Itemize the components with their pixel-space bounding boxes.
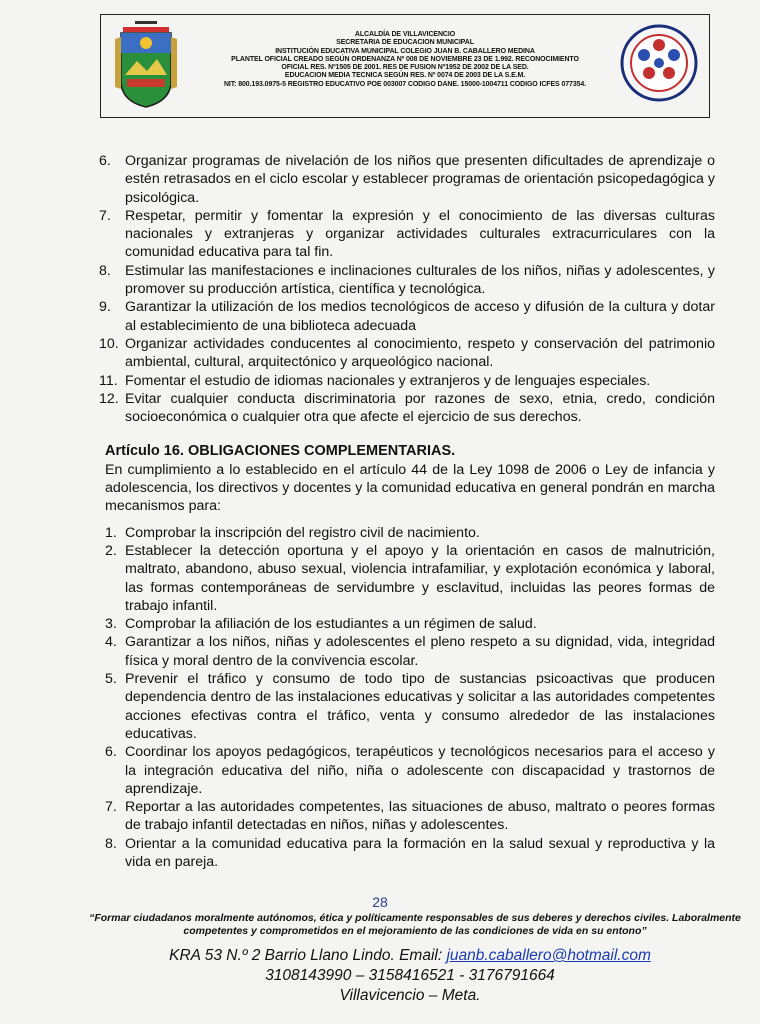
- header-line: EDUCACION MEDIA TECNICA SEGÚN RES. Nº 0074 DE 2003 DE LA S.E.M.: [284, 72, 526, 80]
- list-text: Fomentar el estudio de idiomas nacionales y extranjeros y de lenguajes especiales.: [125, 372, 651, 389]
- list-text: Estimular las manifestaciones e inclinaciones culturales de los niños, niñas y adolescentes, y promover su producción artística, científica y tecnológica.: [125, 262, 715, 298]
- header-line: ALCALDÍA DE VILLAVICENCIO: [354, 31, 456, 38]
- list-number: 12.: [99, 390, 119, 407]
- list-number: 6.: [99, 153, 111, 169]
- list-item: [99, 262, 715, 299]
- list-item: [105, 670, 715, 743]
- list-item: [99, 298, 715, 335]
- header-line: NIT: 800.193.0975-5 REGISTRO EDUCATIVO POE 003007 CODIGO DANE. 15000-1004711 CODIGO ICFES 077354.: [223, 80, 587, 88]
- list-number: 11.: [99, 372, 118, 389]
- list-item: [99, 152, 715, 207]
- list-text: Comprobar la inscripción del registro civil de nacimiento.: [125, 524, 480, 541]
- list-item: [99, 207, 715, 262]
- city-line: Villavicencio – Meta.: [339, 987, 481, 1004]
- list-item: [105, 615, 715, 633]
- list-number: 8.: [105, 835, 117, 852]
- phone-numbers: 3108143990 – 3158416521 - 3176791664: [265, 967, 555, 984]
- list-number: 5.: [105, 671, 117, 688]
- list-number: 7.: [99, 207, 111, 224]
- list-text: Garantizar a los niños, niñas y adolescentes el pleno respeto a su dignidad, vida, integridad física y moral dentro de la convivencia escolar.: [125, 634, 715, 669]
- list-number: 9.: [99, 299, 111, 316]
- list-item: [105, 524, 715, 542]
- list-text: Coordinar los apoyos pedagógicos, terapéuticos y tecnológicos necesarios para el acceso y la integración educativa del niño, niña o adolescente con discapacidad y trastornos de aprendizaje.: [125, 744, 715, 797]
- address-text: KRA 53 N.º 2 Barrio Llano Lindo. Email:: [169, 947, 447, 964]
- header-line: INSTITUCIÓN EDUCATIVA MUNICIPAL COLEGIO JUAN B. CABALLERO MEDINA: [275, 47, 535, 55]
- contact-block: [100, 946, 720, 1006]
- list-text: Evitar cualquier conducta discriminatoria por razones de sexo, etnia, credo, condición socioeconómica o cualquier otra que afecte el ejercicio de sus derechos.: [125, 390, 715, 426]
- list-number: 2.: [105, 542, 117, 559]
- list-text: Reportar a las autoridades competentes, las situaciones de abuso, maltrato o peores formas de trabajo infantil detectadas en niños, niñas y adolescentes.: [125, 799, 715, 834]
- header-line: PLANTEL OFICIAL CREADO SEGÚN ORDENANZA Nº 008 DE NOVIEMBRE 23 DE 1.992. RECONOCIMIENTO: [231, 55, 579, 63]
- list-number: 8.: [99, 262, 111, 279]
- complementary-obligations-list: [105, 524, 715, 872]
- list-text: Respetar, permitir y fomentar la expresión y el conocimiento de las diversas culturas nacionales y extranjeras y organizar actividades culturales extracurriculares con la comunidad educativa para tal fin.: [125, 207, 715, 261]
- institution-motto: [70, 912, 760, 938]
- school-emblem-logo: [619, 23, 699, 103]
- motto-line: competentes y comprometidos en el mejoramiento de las condiciones de vida en su entono”: [183, 925, 647, 937]
- list-text: Comprobar la afiliación de los estudiantes a un régimen de salud.: [125, 616, 537, 633]
- letterhead-text: [201, 31, 609, 89]
- list-number: 7.: [105, 799, 117, 816]
- letterhead: [100, 14, 710, 118]
- document-body: [99, 152, 715, 871]
- header-line: OFICIAL RES. Nº1505 DE 2001. RES DE FUSION Nº1952 DE 2002 DE LA SED.: [281, 64, 529, 72]
- article-title: Artículo 16. OBLIGACIONES COMPLEMENTARIAS.: [105, 443, 456, 460]
- list-item: [105, 633, 715, 670]
- list-text: Organizar programas de nivelación de los niños que presenten dificultades de aprendizaje o estén retrasados en el ciclo escolar y establecer programas de orientación psicopedagógica y psicológica.: [125, 153, 715, 206]
- address-line: [100, 946, 720, 966]
- list-item: [105, 743, 715, 798]
- email-link[interactable]: juanb.caballero@hotmail.com: [446, 947, 651, 964]
- motto-line: “Formar ciudadanos moralmente autónomos, ética y políticamente responsables de sus deberes y derechos civiles. Laboralmente: [89, 912, 741, 924]
- list-number: 4.: [105, 634, 117, 651]
- list-text: Orientar a la comunidad educativa para la formación en la salud sexual y reproductiva y la vida en pareja.: [125, 835, 715, 870]
- list-number: 6.: [105, 744, 117, 761]
- list-text: Establecer la detección oportuna y el apoyo y la orientación en casos de malnutrición, maltrato, abandono, abuso sexual, violencia intrafamiliar, y explotación económica y laboral, las formas contemporáneas de servidumbre y esclavitud, incluidas las peores formas de trabajo infantil.: [125, 542, 715, 614]
- header-line: SECRETARIA DE EDUCACION MUNICIPAL: [336, 39, 474, 47]
- list-text: Organizar actividades conducentes al conocimiento, respeto y conservación del patrimonio ambiental, cultural, arquitectónico y arqueológico nacional.: [125, 335, 715, 371]
- municipal-shield-logo: [111, 19, 181, 113]
- article-intro: En cumplimiento a lo establecido en el artículo 44 de la Ley 1098 de 2006 o Ley de infancia y adolescencia, los directivos y docentes y la comunidad educativa en general pondrán en marcha mecanismos para:: [105, 461, 715, 515]
- list-number: 3.: [105, 616, 117, 633]
- list-item: [99, 372, 715, 390]
- list-number: 10.: [99, 335, 119, 352]
- list-item: [99, 390, 715, 427]
- list-text: Prevenir el tráfico y consumo de todo tipo de sustancias psicoactivas que producen dependencia dentro de las instalaciones educativas y solicitar a las autoridades competentes acciones efectivas contra el tráfico, venta y consumo alrededor de las instalaciones educativas.: [125, 671, 715, 742]
- list-item: [99, 335, 715, 372]
- list-text: Garantizar la utilización de los medios tecnológicos de acceso y difusión de la cultura y dotar al establecimiento de una biblioteca adecuada: [125, 299, 715, 334]
- list-item: [105, 798, 715, 835]
- list-number: 1.: [105, 524, 117, 541]
- list-item: [105, 542, 715, 615]
- list-item: [105, 835, 715, 872]
- obligations-list-continued: [99, 152, 715, 426]
- page-number: 28: [372, 894, 388, 910]
